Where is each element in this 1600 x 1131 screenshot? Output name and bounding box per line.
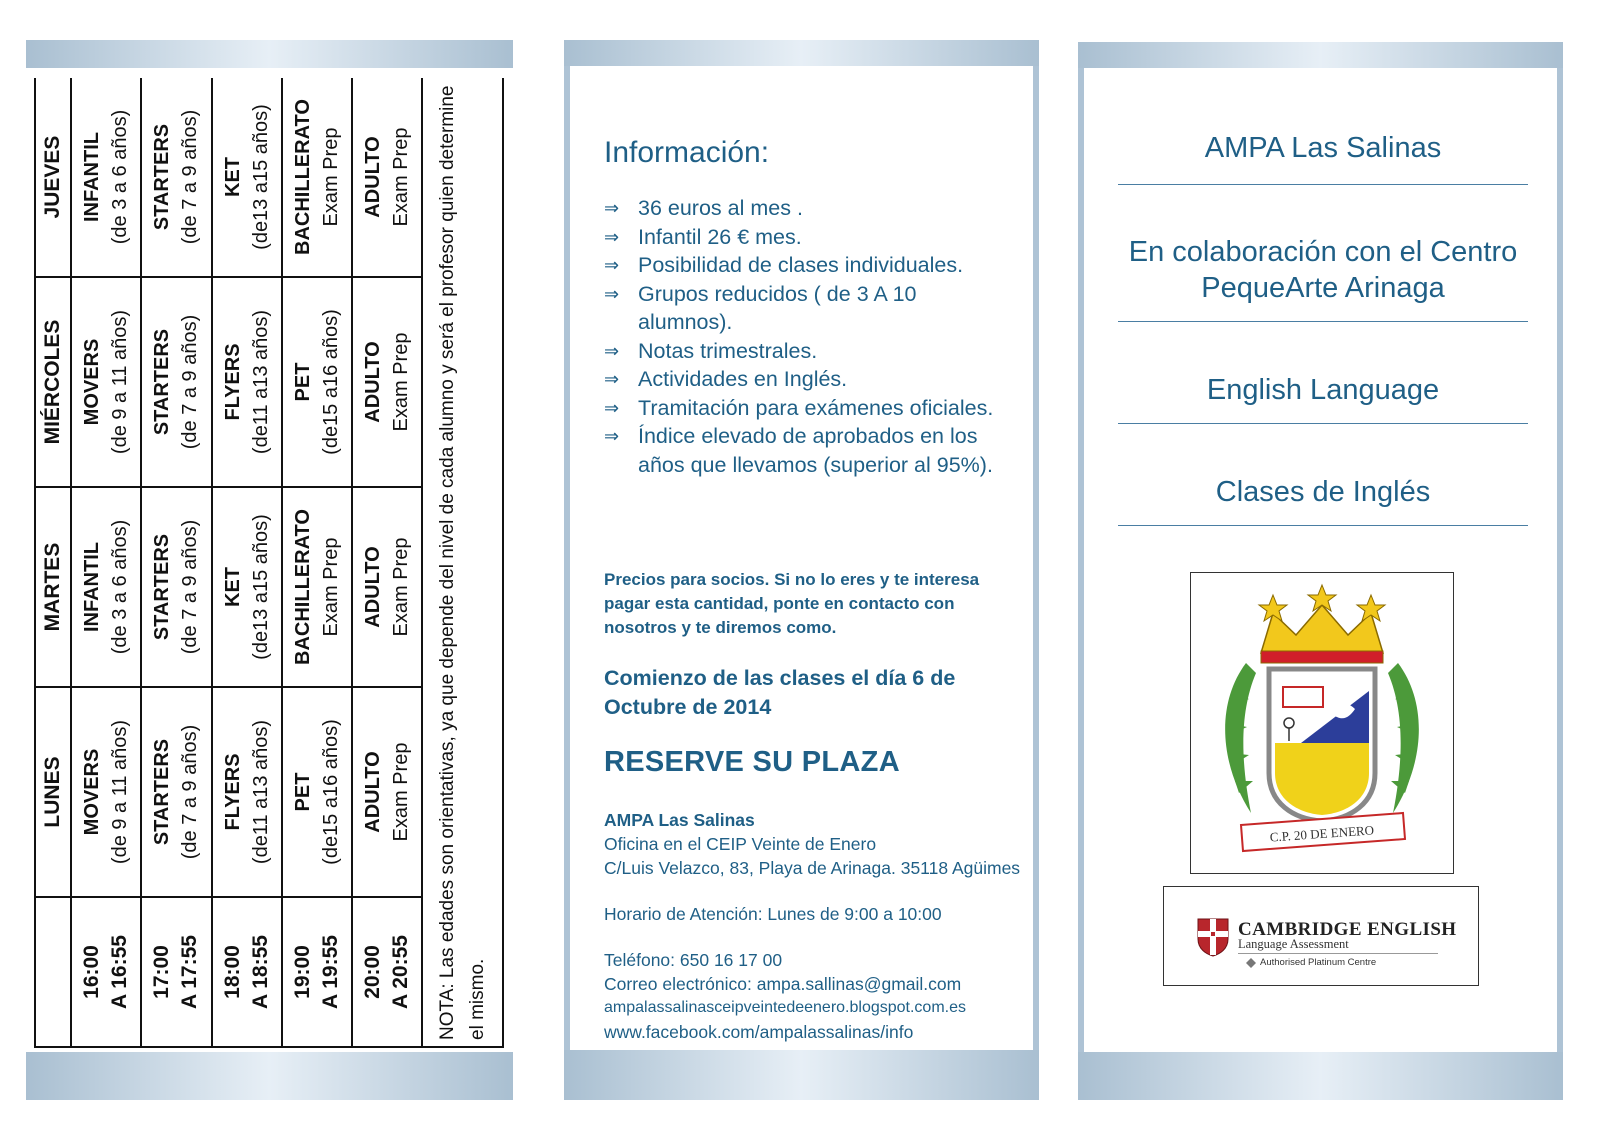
class-level: ADULTO: [362, 546, 385, 628]
timetable-panel: [26, 40, 513, 1102]
timetable-row: [352, 78, 422, 1047]
arrow-icon: ⇒: [604, 397, 620, 418]
timetable-header-row: [35, 78, 71, 1047]
info-title: Información:: [604, 136, 770, 169]
class-detail: (de13 a15 años): [249, 514, 272, 660]
class-cell: [141, 277, 211, 487]
contact-block: [604, 808, 1024, 1044]
time-end: A 19:55: [318, 935, 342, 1009]
arrow-icon: ⇒: [604, 340, 620, 361]
time-slot: [212, 897, 282, 1047]
time-slot: [71, 897, 141, 1047]
contact-phone: Teléfono: 650 16 17 00: [604, 950, 783, 970]
arrow-icon: ⇒: [604, 198, 620, 218]
info-item-text: Índice elevado de aprobados en los años que llevamos (superior al 95%).: [638, 424, 993, 477]
info-list-item: [604, 337, 1004, 366]
class-cell: [352, 277, 422, 487]
class-level: ADULTO: [362, 341, 385, 423]
panel-bottom-bar: [1078, 1052, 1563, 1100]
panel-top-bar: [26, 40, 513, 68]
class-detail: (de 7 a 9 años): [179, 109, 202, 245]
class-detail: (de 9 a 11 años): [109, 719, 132, 865]
arrow-icon: ⇒: [604, 226, 620, 247]
contact-facebook-link[interactable]: www.facebook.com/ampalassalinas/info: [604, 1022, 914, 1042]
time-slot: [352, 897, 422, 1047]
crest-label: C.P. 20 DE ENERO: [1269, 822, 1375, 845]
class-level: BACHILLERATO: [291, 99, 314, 255]
time-end: A 18:55: [248, 935, 272, 1009]
class-cell: [212, 78, 282, 277]
contact-hours: Horario de Atención: Lunes de 9:00 a 10:00: [604, 904, 942, 924]
arrow-icon: ⇒: [604, 369, 620, 389]
info-list-item: [604, 280, 1004, 337]
timetable: [34, 78, 504, 1048]
info-list-item: [604, 394, 1004, 423]
class-detail: Exam Prep: [319, 127, 342, 227]
class-detail: (de11 a13 años): [249, 309, 272, 455]
time-start: 19:00: [290, 945, 314, 999]
class-cell: [141, 687, 211, 897]
class-level: INFANTIL: [81, 542, 104, 632]
school-crest-frame: [1190, 572, 1454, 874]
class-cell: [71, 487, 141, 687]
info-list-item: [604, 422, 1004, 479]
info-list-item: [604, 251, 1004, 280]
class-level: INFANTIL: [81, 132, 104, 222]
info-item-text: Tramitación para exámenes oficiales.: [638, 395, 994, 420]
timetable-rotated-wrap: [34, 78, 504, 1048]
contact-email[interactable]: Correo electrónico: ampa.sallinas@gmail.com: [604, 974, 962, 994]
day-header: LUNES: [35, 687, 71, 897]
panel-top-bar: [1078, 42, 1563, 68]
class-detail: (de15 a16 años): [319, 719, 342, 865]
class-detail: (de 7 a 9 años): [179, 519, 202, 655]
time-end: A 20:55: [389, 935, 413, 1009]
class-detail: (de13 a15 años): [249, 104, 272, 250]
cover-clases: Clases de Inglés: [1215, 476, 1431, 508]
class-detail: (de 9 a 11 años): [109, 309, 132, 455]
class-cell: [282, 687, 352, 897]
contact-blog-link[interactable]: ampalassalinasceipveintedeenero.blogspot.com.es: [604, 999, 966, 1016]
class-level: MOVERS: [81, 338, 104, 426]
precios-note: Precios para socios. Si no lo eres y te interesa pagar esta cantidad, ponte en contacto con nosotros y te diremos como.: [604, 570, 980, 637]
cover-title: AMPA Las Salinas: [1204, 132, 1442, 164]
info-item-text: Notas trimestrales.: [638, 338, 818, 363]
info-list: [604, 194, 1004, 479]
class-level: STARTERS: [151, 738, 174, 846]
class-level: STARTERS: [151, 328, 174, 436]
class-level: BACHILLERATO: [291, 509, 314, 665]
day-header: JUEVES: [35, 78, 71, 277]
class-cell: [212, 487, 282, 687]
class-detail: (de 3 a 6 años): [109, 109, 132, 245]
class-cell: [141, 78, 211, 277]
timetable-row: [71, 78, 141, 1047]
class-detail: Exam Prep: [319, 537, 342, 637]
divider: [1118, 184, 1528, 185]
class-cell: [352, 487, 422, 687]
time-end: A 17:55: [178, 935, 202, 1009]
contact-name: AMPA Las Salinas: [604, 810, 755, 830]
info-item-text: Grupos reducidos ( de 3 A 10 alumnos).: [638, 281, 917, 334]
class-cell: [352, 687, 422, 897]
class-level: KET: [221, 157, 244, 197]
class-level: STARTERS: [151, 533, 174, 641]
class-detail: Exam Prep: [390, 537, 413, 637]
class-cell: [282, 277, 352, 487]
contact-address: C/Luis Velazco, 83, Playa de Arinaga. 35118 Agüimes: [604, 858, 1021, 878]
arrow-icon: ⇒: [604, 426, 620, 446]
class-cell: [71, 687, 141, 897]
timetable-row: [141, 78, 211, 1047]
cambridge-logo-box: [1163, 886, 1479, 986]
class-cell: [212, 277, 282, 487]
timetable-corner: [35, 897, 71, 1047]
info-item-text: 36 euros al mes .: [638, 196, 803, 220]
divider: [1118, 423, 1528, 424]
class-cell: [282, 487, 352, 687]
class-detail: Exam Prep: [390, 127, 413, 227]
time-start: 17:00: [150, 945, 174, 999]
class-cell: [71, 277, 141, 487]
class-level: PET: [291, 362, 314, 402]
arrow-icon: ⇒: [604, 283, 620, 304]
time-start: 18:00: [220, 945, 244, 999]
class-detail: (de15 a16 años): [319, 309, 342, 455]
cover-collab: En colaboración con el Centro PequeArte Arinaga: [1128, 236, 1518, 304]
panel-bottom-bar: [26, 1052, 513, 1100]
class-detail: Exam Prep: [390, 742, 413, 842]
time-end: A 16:55: [108, 935, 132, 1009]
cover-english: English Language: [1206, 374, 1440, 406]
class-cell: [352, 78, 422, 277]
class-cell: [71, 78, 141, 277]
class-cell: [141, 487, 211, 687]
class-detail: (de 7 a 9 años): [179, 724, 202, 860]
panel-top-bar: [564, 40, 1039, 66]
divider: [1118, 321, 1528, 322]
class-level: KET: [221, 567, 244, 607]
class-level: STARTERS: [151, 123, 174, 231]
timetable-note: NOTA: Las edades son orientativas, ya que depende del nivel de cada alumno y será el profesor quien determine el mismo.: [422, 78, 503, 1047]
divider: [1118, 525, 1528, 526]
class-cell: [212, 687, 282, 897]
school-crest-logo: [1191, 573, 1453, 873]
cambridge-authorised: Authorised Platinum Centre: [1260, 957, 1377, 968]
info-panel: [564, 40, 1039, 1102]
time-start: 16:00: [80, 945, 104, 999]
class-level: ADULTO: [362, 751, 385, 833]
info-list-item: [604, 223, 1004, 252]
class-detail: (de 7 a 9 años): [179, 314, 202, 450]
info-list-item: [604, 365, 1004, 394]
info-item-text: Infantil 26 € mes.: [638, 224, 802, 249]
panel-bottom-bar: [564, 1050, 1039, 1100]
cover-panel: [1078, 42, 1563, 1102]
class-level: FLYERS: [221, 343, 244, 421]
class-cell: [282, 78, 352, 277]
time-start: 20:00: [361, 945, 385, 999]
class-detail: Exam Prep: [390, 332, 413, 432]
reserve-heading: RESERVE SU PLAZA: [604, 746, 900, 778]
class-level: MOVERS: [81, 748, 104, 836]
class-detail: (de 3 a 6 años): [109, 519, 132, 655]
time-slot: [141, 897, 211, 1047]
cambridge-subtitle: Language Assessment: [1238, 937, 1349, 951]
class-level: ADULTO: [362, 136, 385, 218]
contact-office: Oficina en el CEIP Veinte de Enero: [604, 834, 877, 854]
time-slot: [282, 897, 352, 1047]
class-level: PET: [291, 772, 314, 812]
info-item-text: Actividades en Inglés.: [638, 367, 848, 391]
timetable-row: [212, 78, 282, 1047]
cambridge-title: CAMBRIDGE ENGLISH: [1238, 919, 1457, 940]
start-date-text: Comienzo de las clases el día 6 de Octubre de 2014: [604, 666, 956, 719]
class-detail: (de11 a13 años): [249, 719, 272, 865]
arrow-icon: ⇒: [604, 255, 620, 275]
day-header: MARTES: [35, 487, 71, 687]
diamond-icon: [1246, 958, 1256, 968]
class-level: FLYERS: [221, 753, 244, 831]
day-header: MIÉRCOLES: [35, 277, 71, 487]
timetable-row: [282, 78, 352, 1047]
cambridge-shield-icon: [1196, 917, 1230, 957]
info-list-item: [604, 194, 1004, 223]
info-item-text: Posibilidad de clases individuales.: [638, 253, 964, 277]
